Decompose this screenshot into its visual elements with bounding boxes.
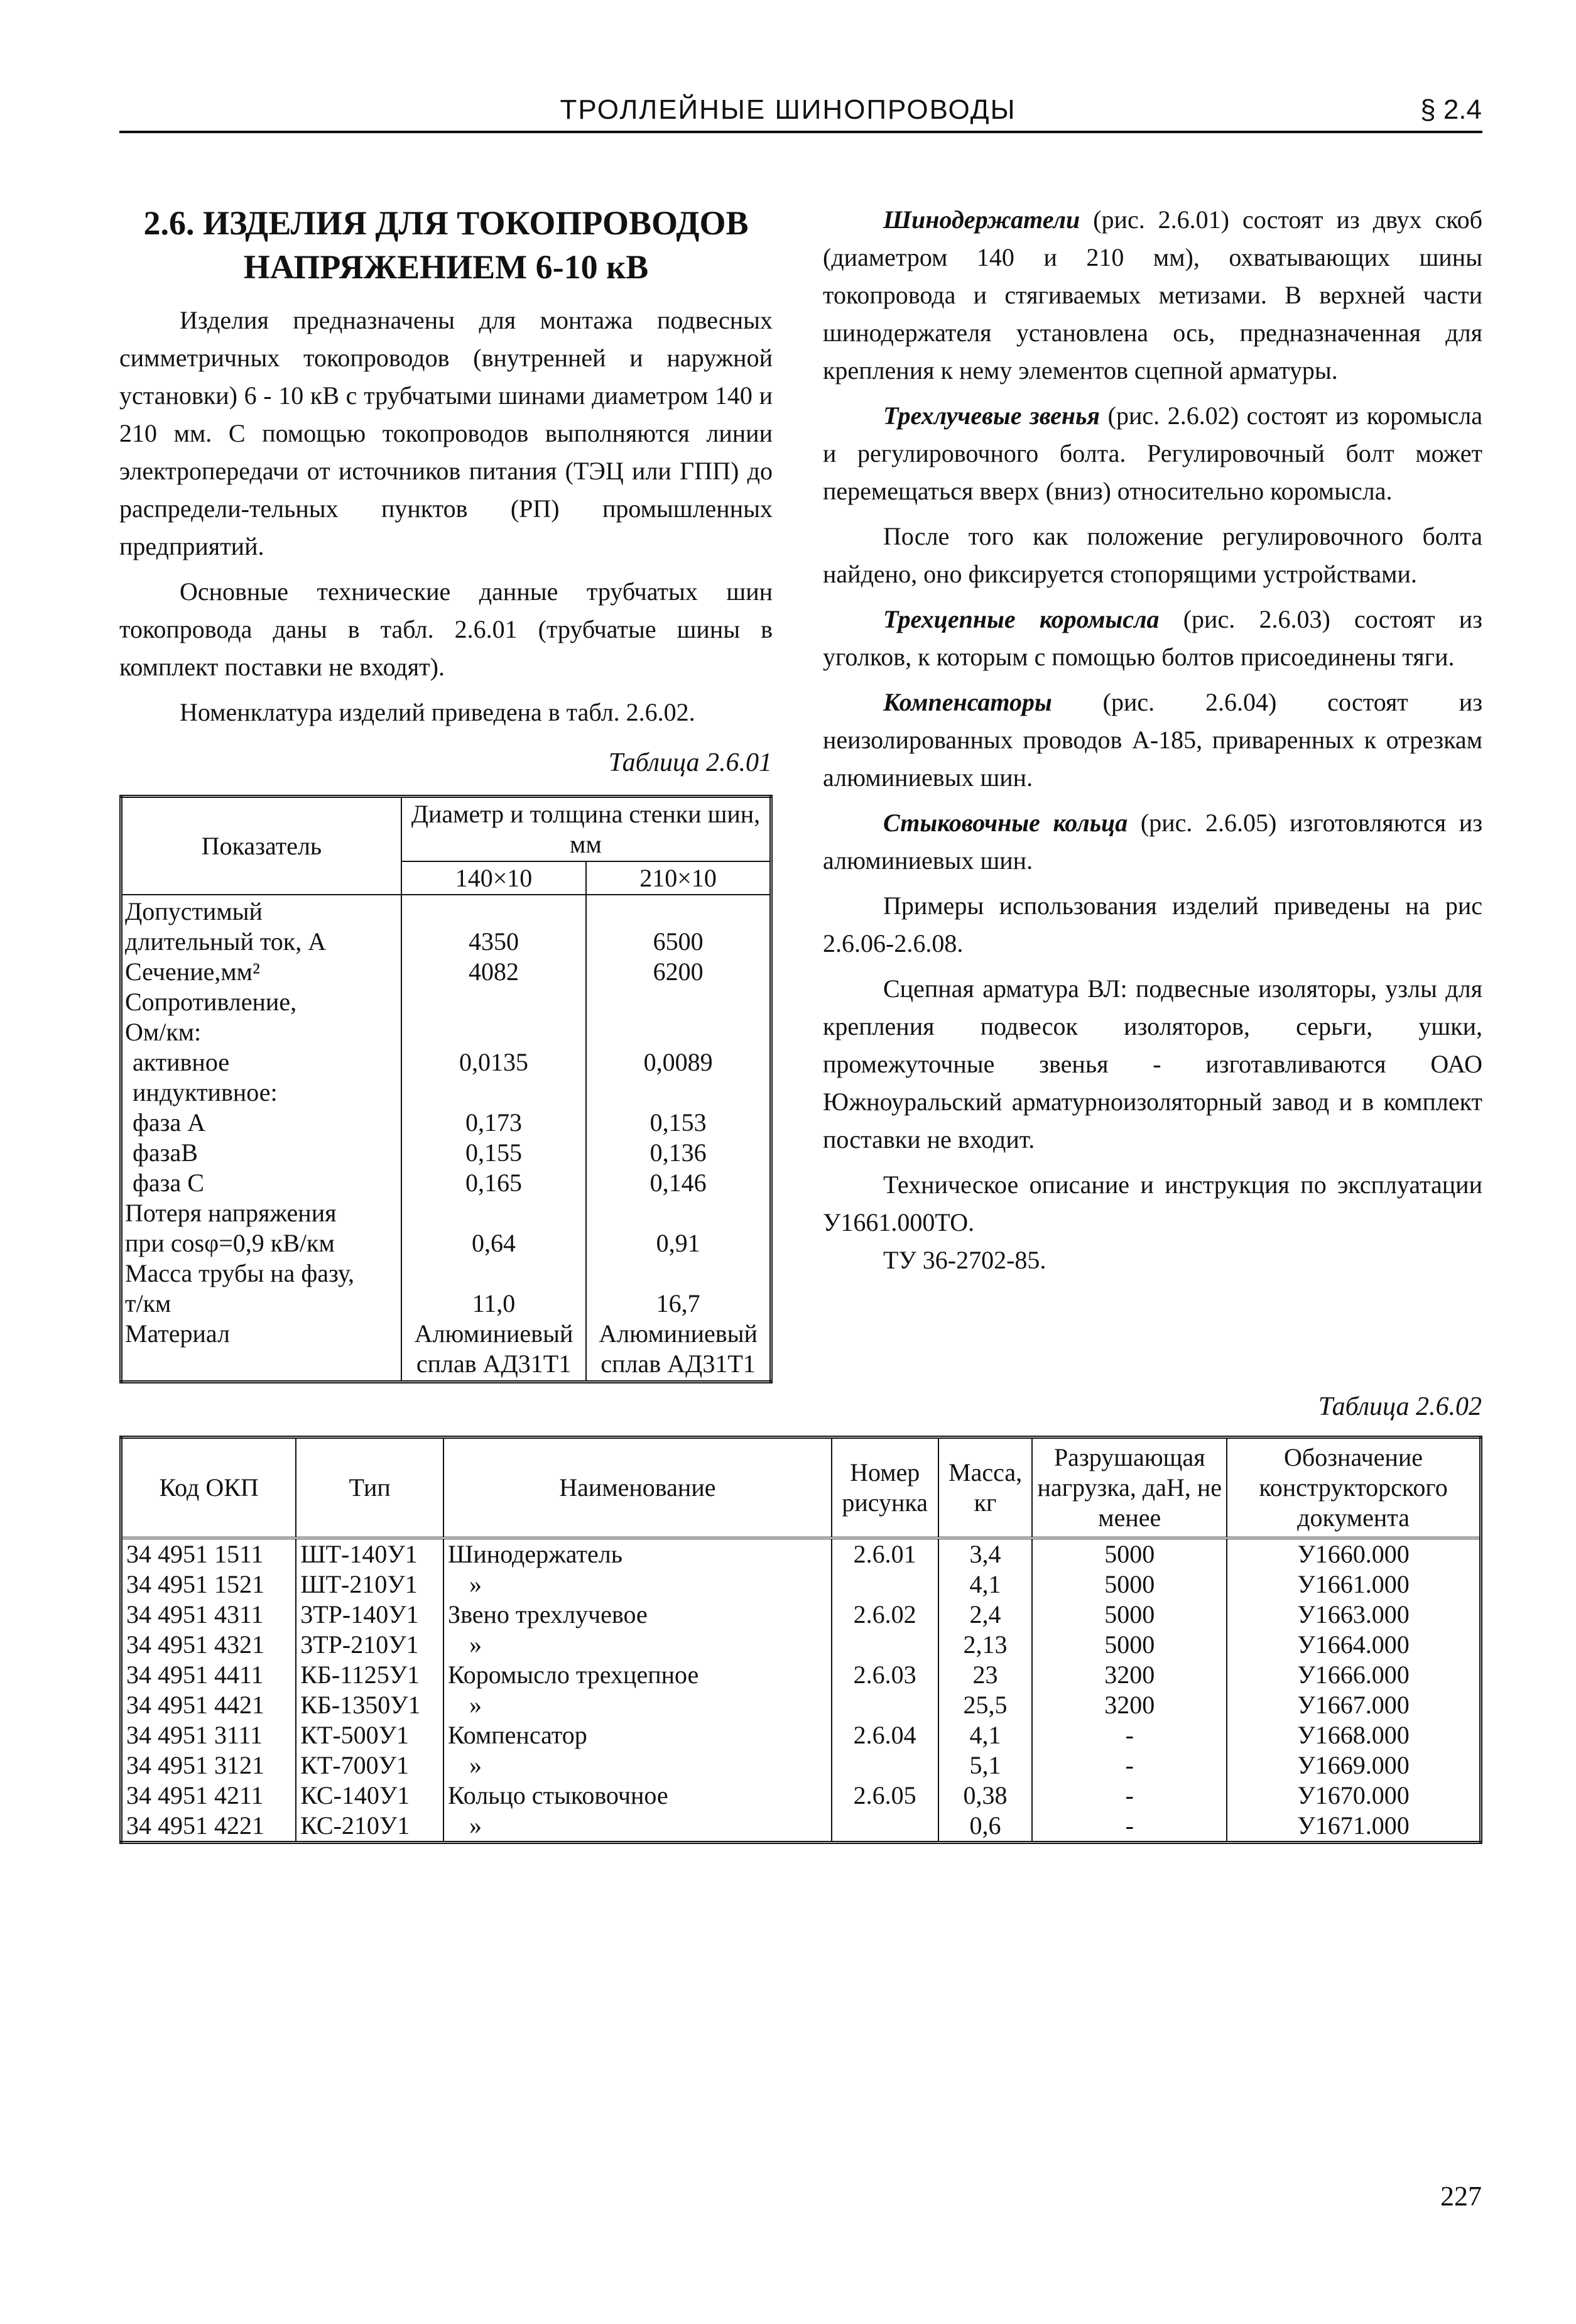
section-heading-line2: НАПРЯЖЕНИЕМ 6-10 кВ bbox=[243, 248, 649, 286]
table-cell: У1661.000 bbox=[1227, 1569, 1481, 1600]
table-cell: Кольцо стыковочное bbox=[443, 1781, 832, 1811]
table-cell bbox=[832, 1811, 938, 1843]
table-label: фаза С bbox=[133, 1169, 204, 1197]
table-cell: 34 4951 3121 bbox=[121, 1750, 296, 1781]
table-cell: 34 4951 4211 bbox=[121, 1781, 296, 1811]
table-cell: 3ТР-210У1 bbox=[296, 1630, 443, 1660]
table-header-cell: Код ОКП bbox=[121, 1437, 296, 1539]
paragraph-text: (рис. 2.6.05) изготовляются из алюминиевых шин. bbox=[823, 809, 1482, 875]
table-cell: КБ-1350У1 bbox=[296, 1690, 443, 1720]
table-cell: » bbox=[443, 1630, 832, 1660]
table-value bbox=[405, 1258, 583, 1289]
table-cell: 3200 bbox=[1032, 1690, 1227, 1720]
table-label: т/км bbox=[125, 1289, 171, 1317]
table-label: Сечение,мм² bbox=[125, 957, 260, 986]
paragraph: Основные технические данные трубчатых шин токопровода даны в табл. 2.6.01 (трубчатые шины в комплект поставки не входят). bbox=[119, 577, 773, 681]
table-cell: Шинодержатель bbox=[443, 1538, 832, 1569]
table-label: Материал bbox=[125, 1319, 230, 1348]
table-cell: Коромысло трехцепное bbox=[443, 1660, 832, 1690]
paragraph-text: (рис. 2.6.03) состоят из уголков, к которым с помощью болтов присоединены тяги. bbox=[823, 605, 1482, 671]
table-cell: 34 4951 4311 bbox=[121, 1600, 296, 1630]
table-label: активное bbox=[133, 1048, 230, 1076]
table-value-column bbox=[586, 895, 771, 1382]
paragraph-text: (рис. 2.6.01) состоят из двух скоб (диаметром 140 и 210 мм), охватывающих шины токопровода и стягиваемых метизами. В верхней части шинодержателя установлена ось, предназначенная для крепления к нему элементов сцепной арматуры. bbox=[823, 205, 1482, 385]
table-value: 6500 bbox=[653, 927, 704, 956]
table-value: Алюминиевый bbox=[599, 1319, 758, 1348]
table-label: Сопротивление, bbox=[125, 988, 297, 1016]
paragraph: Примеры использования изделий приведены на рис 2.6.06-2.6.08. bbox=[823, 892, 1482, 957]
table-value: 0,136 bbox=[649, 1138, 707, 1167]
table-row bbox=[121, 1630, 1481, 1660]
technical-data-table bbox=[119, 795, 773, 1383]
paragraph-text: (рис. 2.6.04) состоят из неизолированных проводов А-185, приваренных к отрезкам алюминиевых шин. bbox=[823, 688, 1482, 792]
table-cell: 2.6.03 bbox=[832, 1660, 938, 1690]
table-cell: 3ТР-140У1 bbox=[296, 1600, 443, 1630]
paragraph bbox=[823, 804, 1482, 880]
table-cell: КС-210У1 bbox=[296, 1811, 443, 1843]
table-row bbox=[121, 1660, 1481, 1690]
table-header-cell: Тип bbox=[296, 1437, 443, 1539]
table-cell: 5000 bbox=[1032, 1569, 1227, 1600]
table-label: длительный ток, А bbox=[125, 927, 327, 956]
table-value bbox=[405, 897, 583, 927]
header-rule bbox=[119, 131, 1482, 133]
table-value: 0,91 bbox=[656, 1229, 700, 1257]
table-cell: 34 4951 4411 bbox=[121, 1660, 296, 1690]
table-cell: 2.6.02 bbox=[832, 1600, 938, 1630]
table-cell: У1671.000 bbox=[1227, 1811, 1481, 1843]
table-cell: - bbox=[1032, 1781, 1227, 1811]
table-cell: У1670.000 bbox=[1227, 1781, 1481, 1811]
table-header-cell: Разрушающая нагрузка, даН, не менее bbox=[1032, 1437, 1227, 1539]
table-cell: 0,6 bbox=[938, 1811, 1033, 1843]
table-value bbox=[405, 1017, 583, 1047]
paragraph bbox=[823, 201, 1482, 390]
table-cell: » bbox=[443, 1690, 832, 1720]
table-caption: Таблица 2.6.01 bbox=[608, 748, 772, 777]
paragraph bbox=[823, 601, 1482, 676]
table-cell: У1669.000 bbox=[1227, 1750, 1481, 1781]
table-row bbox=[121, 1750, 1481, 1781]
table-cell: 34 4951 4221 bbox=[121, 1811, 296, 1843]
table-value: 0,146 bbox=[649, 1169, 707, 1197]
table-cell: » bbox=[443, 1811, 832, 1843]
table-value: 4082 bbox=[469, 957, 519, 986]
running-header-title: ТРОЛЛЕЙНЫЕ ШИНОПРОВОДЫ bbox=[560, 94, 1016, 125]
right-column-text bbox=[823, 201, 1482, 1279]
table-caption: Таблица 2.6.02 bbox=[1318, 1392, 1482, 1421]
table-cell bbox=[832, 1569, 938, 1600]
table-label: фаза А bbox=[133, 1108, 206, 1137]
table-cell: 2,4 bbox=[938, 1600, 1033, 1630]
paragraph-text: (рис. 2.6.02) состоят из коромысла и регулировочного болта. Регулировочный болт может перемещаться вверх (вниз) относительно коромысла. bbox=[823, 401, 1482, 505]
paragraph bbox=[823, 397, 1482, 510]
table-value bbox=[589, 1198, 767, 1228]
table-value-column bbox=[401, 895, 586, 1382]
section-heading bbox=[119, 201, 773, 289]
table-value: 0,155 bbox=[465, 1138, 523, 1167]
section-heading-line1: 2.6. ИЗДЕЛИЯ ДЛЯ ТОКОПРОВОДОВ bbox=[143, 204, 749, 242]
table-cell: 34 4951 3111 bbox=[121, 1720, 296, 1750]
table-cell bbox=[832, 1750, 938, 1781]
paragraph: После того как положение регулировочного болта найдено, оно фиксируется стопорящими устройствами. bbox=[823, 522, 1482, 588]
table-cell: 34 4951 4321 bbox=[121, 1630, 296, 1660]
table-label: Ом/км: bbox=[125, 1018, 202, 1046]
table-label: Потеря напряжения bbox=[125, 1199, 337, 1227]
table-cell: 5000 bbox=[1032, 1538, 1227, 1569]
table-cell: 34 4951 1521 bbox=[121, 1569, 296, 1600]
table-cell: 5000 bbox=[1032, 1630, 1227, 1660]
table-cell: У1660.000 bbox=[1227, 1538, 1481, 1569]
table-row bbox=[121, 1720, 1481, 1750]
table-cell: 2,13 bbox=[938, 1630, 1033, 1660]
table-cell: ШТ-140У1 bbox=[296, 1538, 443, 1569]
table-cell: 2.6.01 bbox=[832, 1538, 938, 1569]
table-cell: 5000 bbox=[1032, 1600, 1227, 1630]
table-label: Допустимый bbox=[125, 897, 263, 925]
table-cell: 3,4 bbox=[938, 1538, 1033, 1569]
table-cell: Компенсатор bbox=[443, 1720, 832, 1750]
table-cell: 2.6.05 bbox=[832, 1781, 938, 1811]
table-cell: 2.6.04 bbox=[832, 1720, 938, 1750]
paragraph: Изделия предназначены для монтажа подвесных симметричных токопроводов (внутренней и наружной установки) 6 - 10 кВ с трубчатыми шинами диаметром 140 и 210 мм. С помощью токопроводов выполняются линии электропередачи от источников питания (ТЭЦ или ГПП) до распредели-тельных пунктов (РП) промышленных предприятий. bbox=[119, 306, 773, 560]
table-value bbox=[589, 897, 767, 927]
nomenclature-table-body bbox=[121, 1538, 1481, 1843]
table-header-cell: Диаметр и толщина стенки шин, мм bbox=[401, 797, 771, 862]
table-cell: Звено трехлучевое bbox=[443, 1600, 832, 1630]
table-value: 4350 bbox=[469, 927, 519, 956]
table-cell: КБ-1125У1 bbox=[296, 1660, 443, 1690]
table-value bbox=[589, 1017, 767, 1047]
table-value bbox=[405, 1198, 583, 1228]
table-value: 0,165 bbox=[465, 1169, 523, 1197]
table-cell: КТ-500У1 bbox=[296, 1720, 443, 1750]
table-label: при cosφ=0,9 кВ/км bbox=[125, 1229, 335, 1257]
table-value: 0,0089 bbox=[643, 1048, 713, 1076]
table-label: Масса трубы на фазу, bbox=[125, 1259, 354, 1287]
table-cell: 3200 bbox=[1032, 1660, 1227, 1690]
table-row bbox=[121, 1538, 1481, 1569]
table-value: сплав АД31Т1 bbox=[416, 1350, 572, 1378]
table-cell: » bbox=[443, 1569, 832, 1600]
table-value: 0,173 bbox=[465, 1108, 523, 1137]
table-cell: » bbox=[443, 1750, 832, 1781]
table-cell: 23 bbox=[938, 1660, 1033, 1690]
table-label: фазаВ bbox=[133, 1138, 198, 1167]
table-value: 11,0 bbox=[472, 1289, 516, 1317]
table-cell: - bbox=[1032, 1750, 1227, 1781]
table-row bbox=[121, 1690, 1481, 1720]
table-header-cell: Показатель bbox=[121, 797, 401, 895]
running-header-section: § 2.4 bbox=[1420, 94, 1482, 125]
table-cell: КТ-700У1 bbox=[296, 1750, 443, 1781]
table-row bbox=[121, 1781, 1481, 1811]
table-cell bbox=[832, 1630, 938, 1660]
term: Трехцепные коромысла bbox=[883, 605, 1160, 633]
table-cell: У1666.000 bbox=[1227, 1660, 1481, 1690]
table-cell: - bbox=[1032, 1811, 1227, 1843]
nomenclature-table bbox=[119, 1436, 1482, 1844]
table-row bbox=[121, 1811, 1481, 1843]
paragraph: Сцепная арматура ВЛ: подвесные изоляторы, узлы для крепления подвесок изоляторов, серьги, ушки, промежуточные звенья - изготавливаются ОАО Южноуральский арматурноизоляторный завод и в комплект поставки не входит. bbox=[823, 974, 1482, 1154]
table-header-cell: 210×10 bbox=[586, 861, 771, 895]
table-value: 6200 bbox=[653, 957, 704, 986]
table-value bbox=[589, 1258, 767, 1289]
paragraph bbox=[823, 684, 1482, 797]
term: Трехлучевые звенья bbox=[883, 401, 1100, 430]
table-header-cell: 140×10 bbox=[401, 861, 586, 895]
table-value: 0,153 bbox=[649, 1108, 707, 1137]
table-value: 0,0135 bbox=[459, 1048, 529, 1076]
table-label: индуктивное: bbox=[133, 1078, 278, 1106]
table-value: Алюминиевый bbox=[414, 1319, 573, 1348]
table-value: 16,7 bbox=[656, 1289, 700, 1317]
table-cell: 25,5 bbox=[938, 1690, 1033, 1720]
table-value: 0,64 bbox=[472, 1229, 516, 1257]
table-value: сплав АД31Т1 bbox=[601, 1350, 756, 1378]
table-cell: 0,38 bbox=[938, 1781, 1033, 1811]
table-cell: 34 4951 1511 bbox=[121, 1538, 296, 1569]
table-header-cell: Масса, кг bbox=[938, 1437, 1033, 1539]
table-header-cell: Обозначение конструкторского документа bbox=[1227, 1437, 1481, 1539]
table-cell: У1663.000 bbox=[1227, 1600, 1481, 1630]
table-header-cell: Наименование bbox=[443, 1437, 832, 1539]
paragraph: Номенклатура изделий приведена в табл. 2.6.02. bbox=[180, 698, 695, 726]
table-cell: - bbox=[1032, 1720, 1227, 1750]
table-row bbox=[121, 1569, 1481, 1600]
table-cell: 4,1 bbox=[938, 1569, 1033, 1600]
table-value bbox=[589, 1077, 767, 1108]
paragraph: Техническое описание и инструкция по эксплуатации У1661.000ТО. bbox=[823, 1170, 1482, 1236]
table-cell bbox=[832, 1690, 938, 1720]
table-header-cell: Номер рисунка bbox=[832, 1437, 938, 1539]
page-number: 227 bbox=[1440, 2181, 1482, 2212]
paragraph: ТУ 36-2702-85. bbox=[883, 1246, 1046, 1274]
table-label-cell bbox=[121, 895, 401, 1382]
table-cell: ШТ-210У1 bbox=[296, 1569, 443, 1600]
table-cell: У1668.000 bbox=[1227, 1720, 1481, 1750]
table-cell: 4,1 bbox=[938, 1720, 1033, 1750]
table-cell: У1667.000 bbox=[1227, 1690, 1481, 1720]
table-cell: 34 4951 4421 bbox=[121, 1690, 296, 1720]
left-column-text bbox=[119, 302, 773, 731]
table-row bbox=[121, 1600, 1481, 1630]
term: Компенсаторы bbox=[883, 688, 1052, 716]
term: Стыковочные кольца bbox=[883, 809, 1128, 837]
table-cell: 5,1 bbox=[938, 1750, 1033, 1781]
table-cell: КС-140У1 bbox=[296, 1781, 443, 1811]
table-cell: У1664.000 bbox=[1227, 1630, 1481, 1660]
table-value bbox=[405, 987, 583, 1017]
term: Шинодержатели bbox=[883, 205, 1080, 234]
table-value bbox=[589, 987, 767, 1017]
table-value bbox=[405, 1077, 583, 1108]
